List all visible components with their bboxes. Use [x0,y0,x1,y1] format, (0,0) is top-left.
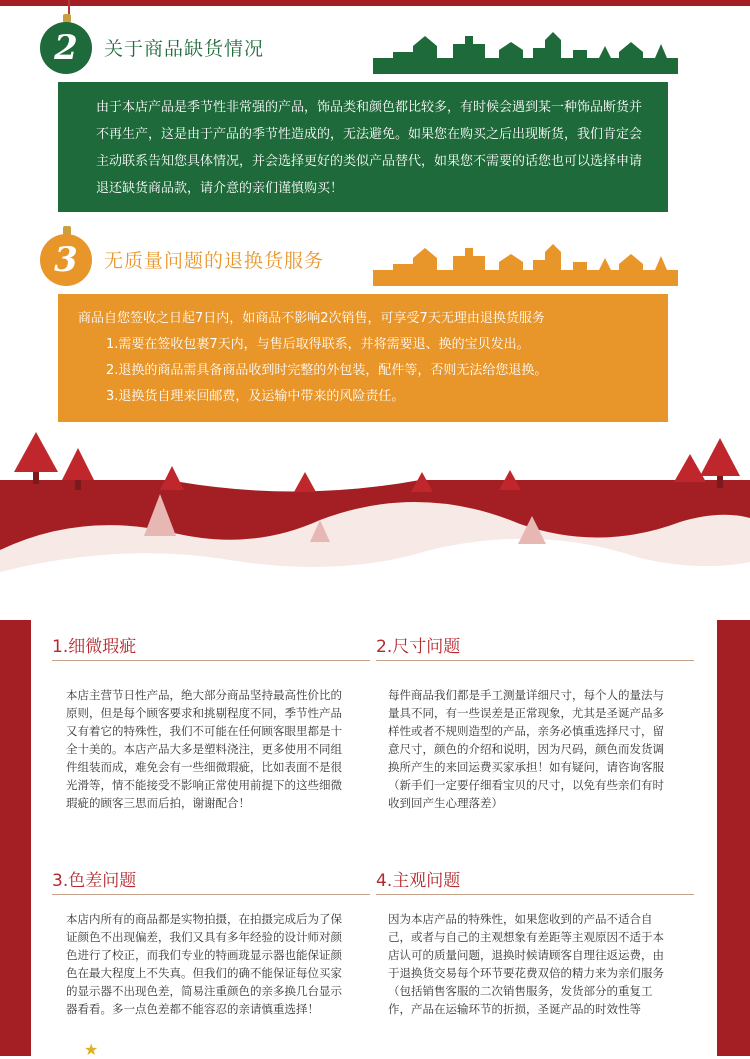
notice-item-title: 4.主观问题 [376,871,461,891]
section3-line: 3.退换货自理来回邮费，及运输中带来的风险责任。 [106,389,405,404]
section2-header [40,22,680,74]
section3-line: 2.退换的商品需具备商品收到时完整的外包装，配件等，否则无法给您退换。 [106,363,548,378]
notice-item-title: 1.细微瑕疵 [52,637,137,657]
section3-header [40,234,680,286]
section3-line: 商品自您签收之日起7日内，如商品不影响2次销售，可享受7天无理由退换货服务 [78,311,545,326]
section3-number: 3 [40,234,92,286]
notice-title: 特别注意 [317,579,433,610]
town-skyline-icon [373,240,678,286]
star-icon: ★ [84,1040,99,1059]
notice-item-title: 3.色差问题 [52,871,137,891]
notice-item-body: 因为本店产品的特殊性，如果您收到的产品不适合自己，或者与自己的主观想象有差距等主观原因不适于本店认可的质量问题，退换时候请顾客自理往返运费，由于退换货交易每个环节要花费双倍的精力来为亲们服务（包括销售客服的二次销售服务，发货部分的重复工作，产品在运输环节的折损，圣诞产品的时效性等 [388,912,664,1016]
notice-item-body: 每件商品我们都是手工测量详细尺寸，每个人的量法与量具不同，有一些误差是正常现象，尤其是圣诞产品多样性或者不规则造型的产品，亲务必慎重选择尺寸，留意尺寸，颜色的介绍和说明，因为尺码，颜色而发货调换所产生的来回运费买家承担！如有疑问，请咨询客服（新手们一定要仔细看宝贝的尺寸，以免有些亲们有时收到回产生心理落差） [388,688,664,810]
town-skyline-icon [373,28,678,74]
section3-title: 无质量问题的退换货服务 [104,250,325,272]
divider [52,894,370,895]
divider [52,660,370,661]
divider [376,660,694,661]
section2-number: 2 [40,22,92,74]
section2-title: 关于商品缺货情况 [104,38,265,60]
divider [376,894,694,895]
section3-line: 1.需要在签收包裹7天内，与售后取得联系，并将需要退、换的宝贝发出。 [106,337,530,352]
top-red-strip [0,0,750,6]
notice-item-body: 本店内所有的商品都是实物拍摄，在拍摄完成后为了保证颜色不出现偏差，我们又具有多年经验的设计师对颜色进行了校正，而我们专业的特画珑显示器也能保证颜色在最大程度上不失真。但我们的确不能保证每位买家的显示器不出现色差，简易注重颜色的亲多换几台显示器看看。多一点色差都不能容忍的亲请慎重选择！ [66,912,342,1016]
section3-content [58,294,668,422]
notice-item-body: 本店主营节日性产品，绝大部分商品坚持最高性价比的原则，但是每个顾客要求和挑剔程度不同，季节性产品又有着它的特殊性，我们不可能在任何顾客眼里都是十全十美的。本店产品大多是塑料浇注，更多使用不同组件组装而成，难免会有一些细微瑕疵，比如表面不是很光滑等，情不能接受不影响正常使用前提下的这些细微瑕疵的顾客三思而后拍，谢谢配合！ [66,688,342,810]
section2-content: 由于本店产品是季节性非常强的产品，饰品类和颜色都比较多，有时候会遇到某一种饰品断货并不再生产，这是由于产品的季节性造成的，无法避免。如果您在购买之后出现断货，我们肯定会主动联系告知您具体情况，并会选择更好的类似产品替代，如果您不需要的话您也可以选择申请退还缺货商品款，请介意的亲们谨慎购买！ [58,82,668,212]
notice-item-title: 2.尺寸问题 [376,637,461,657]
